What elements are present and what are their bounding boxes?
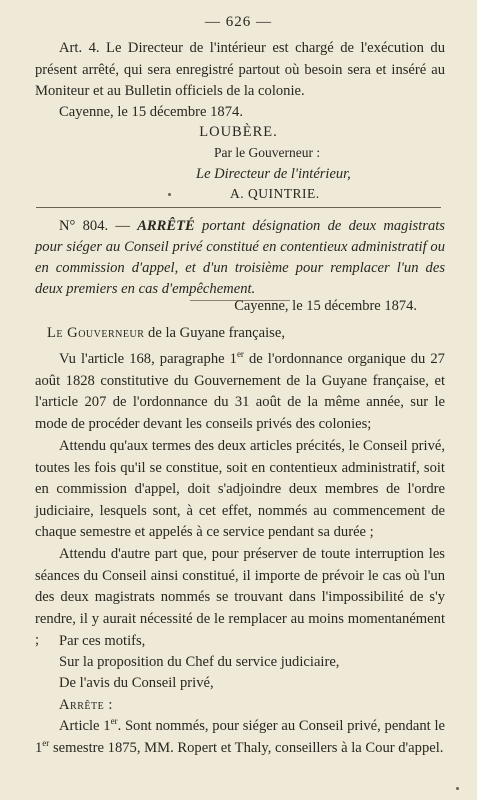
- ink-speck-corner: [456, 787, 459, 790]
- avis-line: De l'avis du Conseil privé,: [59, 675, 214, 691]
- article-4-paragraph: Art. 4. Le Directeur de l'intérieur est chargé de l'exécution du présent arrêté, qui sera enregistré partout où besoin sera et inséré au Moniteur et au Bulletin officiels de la colonie.: [35, 40, 445, 100]
- ink-speck: [168, 193, 171, 196]
- article-1-paragraph: [35, 716, 445, 759]
- arrete-line: Arrête :: [59, 697, 113, 713]
- attendu-paragraph-1: Attendu qu'aux termes des deux articles précités, le Conseil privé, toutes les fois qu'il se constitue, soit en contentieux administratif, soit en commission d'appel, doit s'adjoindre deux membres de l'ordre judiciaire, lesquels sont, à cet effet, nommés au commencement de chaque semestre et appelés à ce service pendant sa durée ;: [35, 438, 445, 541]
- section-divider: [36, 207, 441, 208]
- decree-number: N° 804. —: [59, 218, 130, 234]
- art1-superscript-2: er: [42, 737, 50, 748]
- decree-heading: [35, 216, 445, 300]
- governor-label: Le Gouverneur: [47, 325, 145, 341]
- signature-by-line: Par le Gouverneur :: [214, 145, 321, 160]
- page-number: — 626 —: [205, 14, 272, 30]
- signature-signer: A. QUINTRIE.: [230, 186, 320, 201]
- governor-rest: de la Guyane française,: [148, 325, 285, 341]
- governor-line: [47, 323, 445, 345]
- art1-superscript-1: er: [110, 716, 118, 727]
- decree-title-keyword: ARRÊTÉ: [137, 218, 195, 234]
- art1-text-c: semestre 1875, MM. Ropert et Thaly, conseillers à la Cour d'appel.: [49, 739, 444, 756]
- proposition-line: Sur la proposition du Chef du service judiciaire,: [59, 654, 340, 670]
- vu-paragraph: [35, 349, 445, 435]
- art1-text-a: Article 1: [59, 718, 111, 734]
- vu-text-b: de l'ordonnance organique du 27 août 1828 constitutive du Gouvernement de la Guyane française, et l'article 207 de l'ordonnance du 31 août de la même année, sur le mode de procéder devant les conseils privés des colonies;: [35, 351, 445, 432]
- decree-title-text: portant désignation de deux magistrats pour siéger au Conseil privé constitué en contentieux administratif ou en commission d'appel, et d'un troisième pour remplacer l'un des deux premiers en cas d'empêchement.: [35, 218, 445, 297]
- signature-title: Le Directeur de l'intérieur,: [196, 166, 351, 182]
- art1-text-b: . Sont nommés, pour siéger au Conseil privé, pendant le 1: [35, 718, 445, 756]
- date-line-1: Cayenne, le 15 décembre 1874.: [59, 104, 243, 120]
- date-line-2: Cayenne, le 15 décembre 1874.: [234, 298, 417, 314]
- motifs-line: Par ces motifs,: [59, 633, 146, 649]
- vu-superscript: er: [236, 349, 244, 360]
- signature-name: LOUBÈRE.: [199, 124, 278, 140]
- attendu-paragraph-2: Attendu d'autre part que, pour préserver de toute interruption les séances du Conseil ainsi constitué, il importe de prévoir le cas où l'un des deux magistrats nommés se trouvant dans l'impossibilité de s'y rendre, il y aurait nécessité de le remplacer au moins momentanément ;: [35, 546, 445, 649]
- vu-text-a: Vu l'article 168, paragraphe 1: [59, 351, 237, 367]
